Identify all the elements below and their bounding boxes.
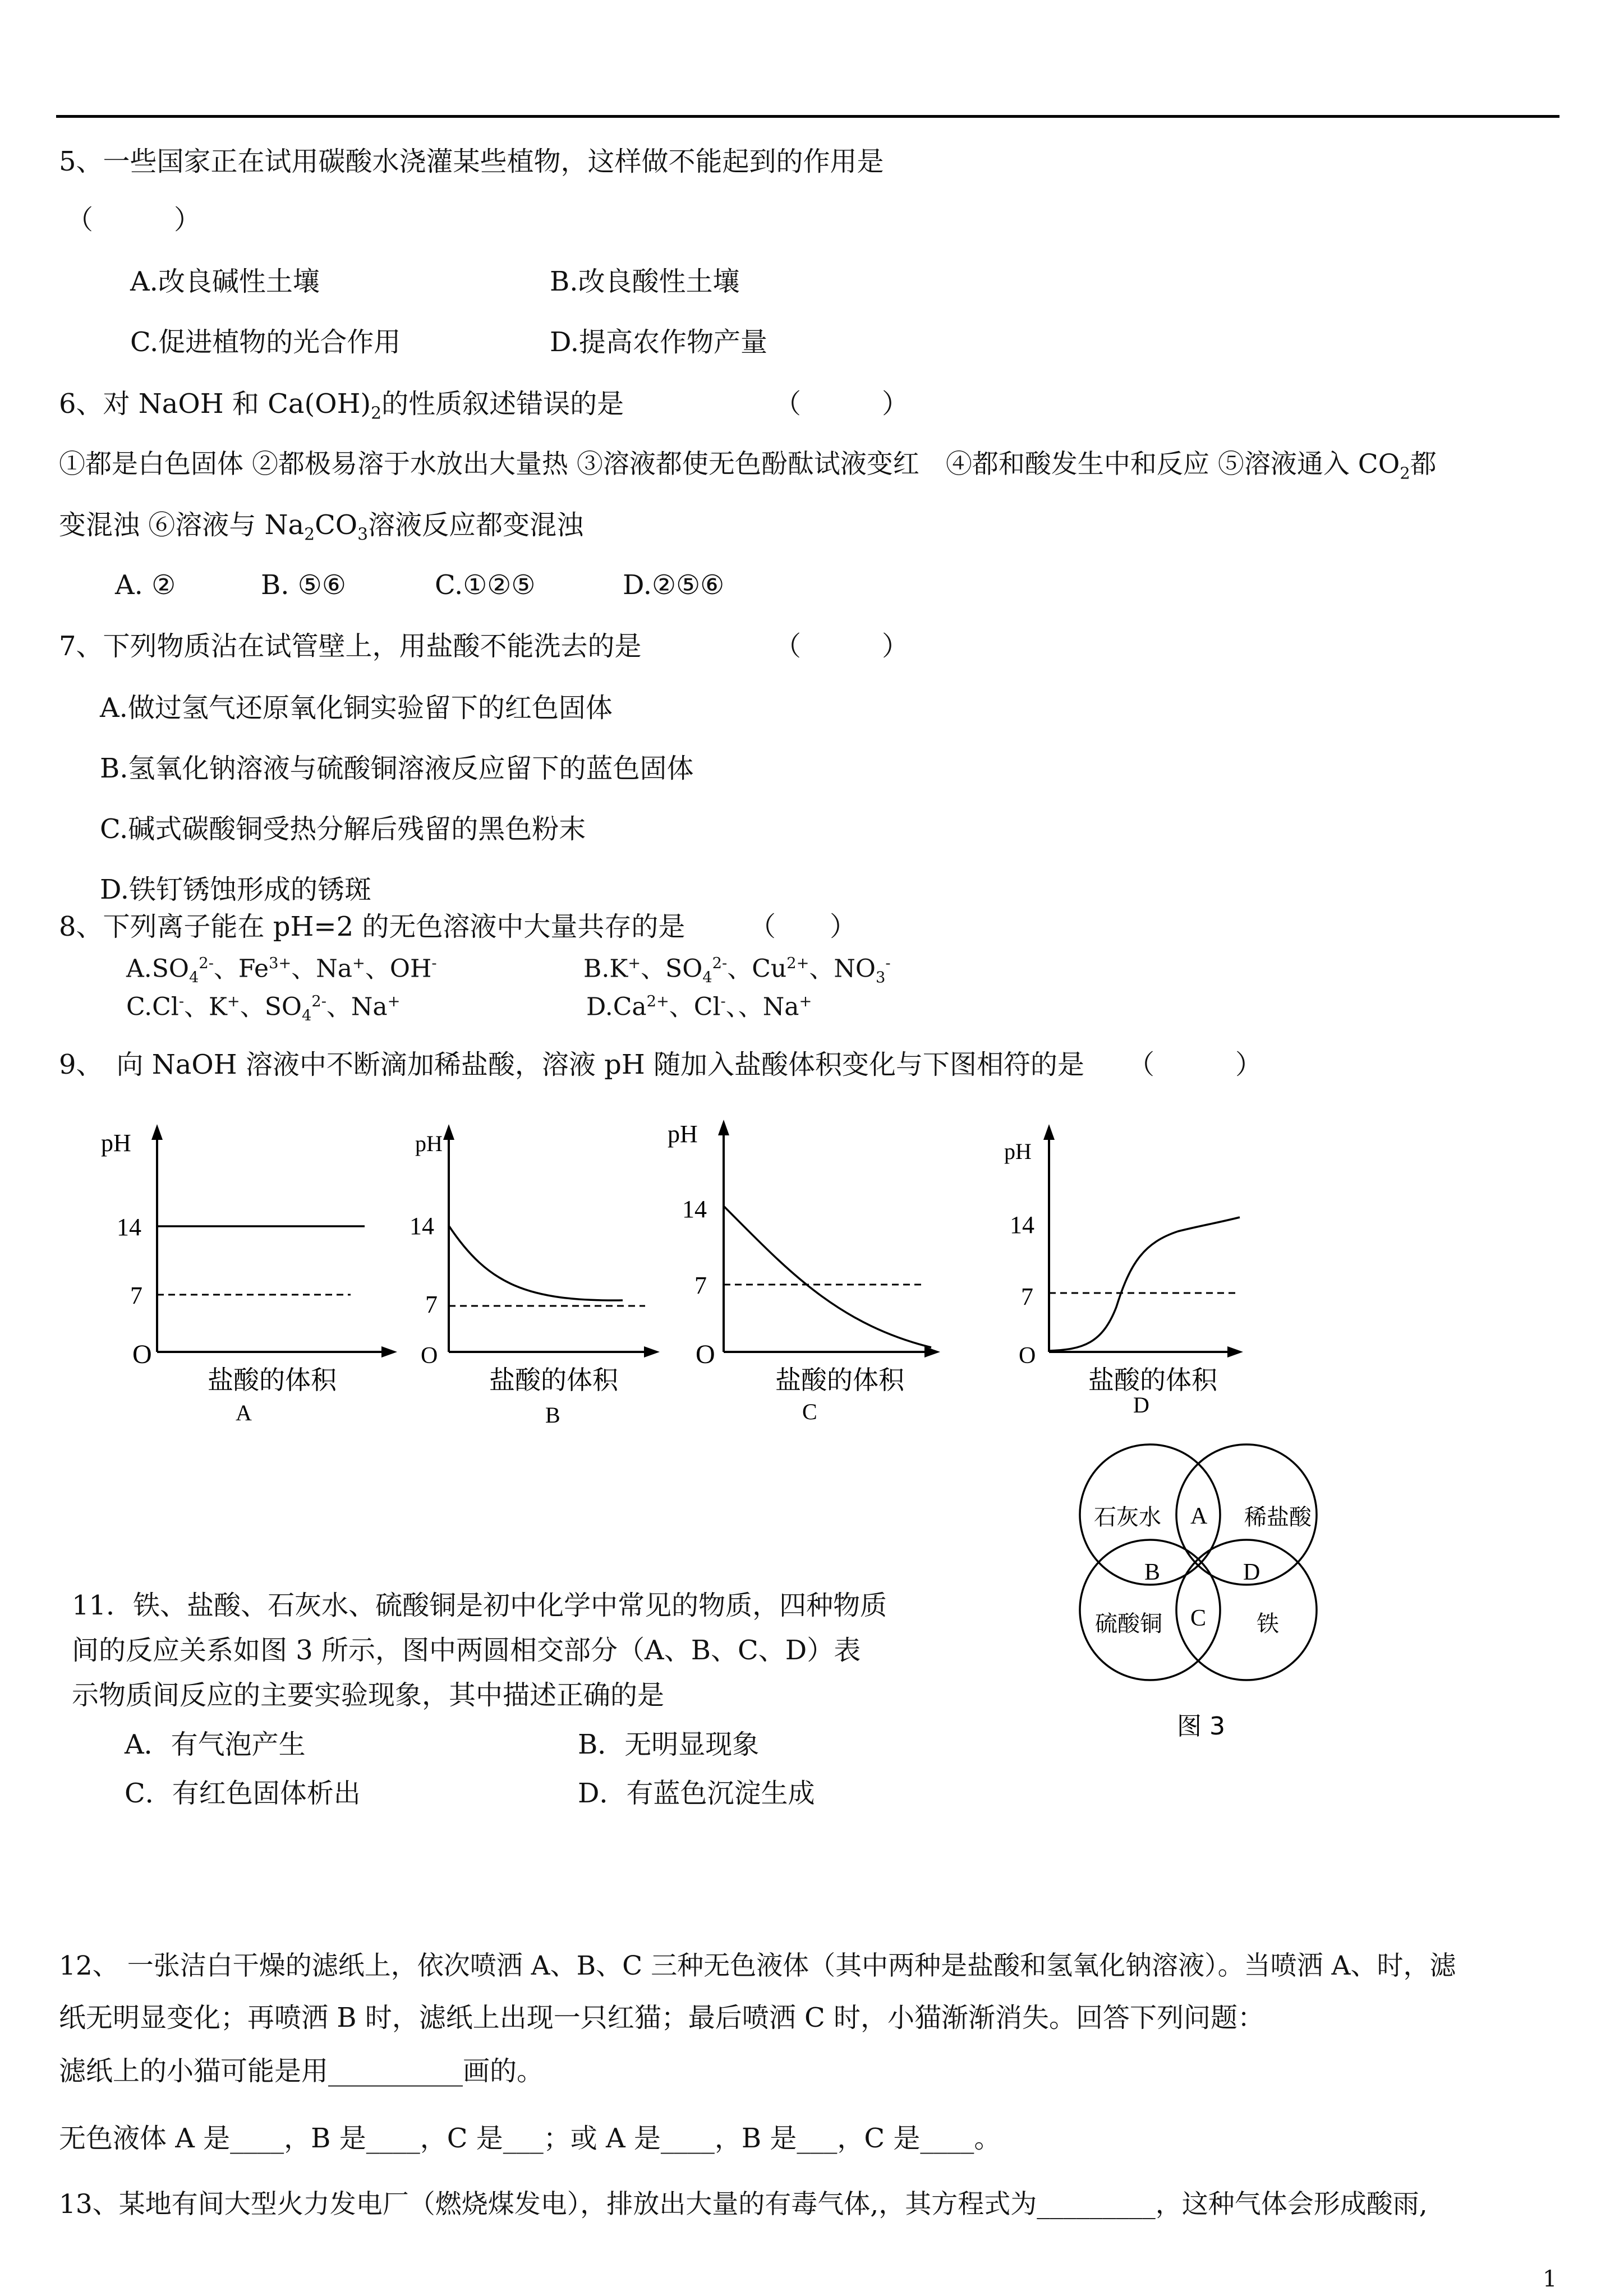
q12-line4: 无色液体 A 是____，B 是____，C 是___；或 A 是____，B 是___，C 是____。 (59, 2123, 1001, 2154)
y-axis-arrow (718, 1120, 729, 1135)
q9-answer-paren: （ ） (1128, 1049, 1263, 1080)
graph-label: C (802, 1399, 817, 1424)
origin-label: O (132, 1340, 152, 1369)
region-a: A (1190, 1503, 1208, 1529)
q11-option-a: A．有气泡产生 (125, 1729, 306, 1760)
q8-stem: 8、下列离子能在 pH=2 的无色溶液中大量共存的是 (59, 911, 686, 942)
q6-option-a: A. ② (115, 569, 176, 601)
q5-option-b: B.改良酸性土壤 (550, 266, 740, 297)
q7-option-d: D.铁钉锈蚀形成的锈斑 (100, 874, 372, 905)
graph-label: A (236, 1400, 252, 1425)
tick-7: 7 (130, 1282, 142, 1309)
label-copper-sulfate: 硫酸铜 (1095, 1611, 1162, 1637)
q8-option-a: $A.SO_4^{2-}$、$Fe^{3+}$、Na+、OH- (126, 954, 437, 987)
x-axis-label: 盐酸的体积 (208, 1365, 337, 1395)
q6-option-c: C.①②⑤ (435, 569, 536, 601)
label-limewater: 石灰水 (1094, 1504, 1161, 1530)
origin-label: O (421, 1343, 438, 1369)
y-axis-label: pH (1004, 1139, 1032, 1164)
curve-c (724, 1206, 931, 1347)
tick-14: 14 (682, 1195, 707, 1223)
q7-option-b: B.氢氧化钠溶液与硫酸铜溶液反应留下的蓝色固体 (100, 753, 694, 784)
q9-graph-b (404, 1116, 662, 1436)
x-axis-arrow (1227, 1346, 1243, 1358)
q5-option-c: C.促进植物的光合作用 (130, 326, 401, 358)
q8-option-c: C.Cl-、K+、$SO_4^{2-}$、Na+ (126, 992, 401, 1025)
q7-stem: 7、下列物质沾在试管壁上，用盐酸不能洗去的是 (59, 631, 642, 662)
q12-line3: 滤纸上的小猫可能是用__________画的。 (59, 2055, 544, 2087)
tick-14: 14 (410, 1212, 434, 1240)
q5-option-d: D.提高农作物产量 (550, 326, 768, 358)
y-axis-label: pH (668, 1120, 698, 1148)
tick-7: 7 (1021, 1283, 1033, 1310)
label-iron: 铁 (1257, 1611, 1279, 1637)
q8-option-d: $D.Ca^{2+}$、Cl-、、Na+ (586, 992, 812, 1022)
q9-graph-c (656, 1116, 948, 1436)
q12-line1: 12、 一张洁白干燥的滤纸上，依次喷洒 A、B、C 三种无色液体（其中两种是盐酸和氢氧化钠溶液）。当喷洒 A、时，滤 (59, 1950, 1456, 1981)
q5-stem: 5、一些国家正在试用碳酸水浇灌某些植物，这样做不能起到的作用是 (59, 146, 884, 177)
q11-option-d: D．有蓝色沉淀生成 (578, 1778, 815, 1809)
region-b: B (1144, 1559, 1161, 1585)
y-axis-label: pH (415, 1131, 443, 1156)
q11-option-b: B．无明显现象 (578, 1729, 760, 1760)
tick-14: 14 (1010, 1211, 1034, 1239)
y-axis-arrow (1043, 1124, 1055, 1140)
q5-option-a: A.改良碱性土壤 (130, 266, 320, 297)
tick-14: 14 (117, 1213, 141, 1241)
tick-7: 7 (425, 1291, 438, 1318)
q11-option-c: C．有红色固体析出 (125, 1778, 361, 1809)
q6-statements-line2: 变混浊 ⑥溶液与 $Na_2CO_3$溶液反应都变混浊 (59, 509, 584, 545)
origin-label: O (696, 1340, 715, 1369)
q9-stem: 9、 向 NaOH 溶液中不断滴加稀盐酸，溶液 pH 随加入盐酸体积变化与下图相符的是 (59, 1049, 1084, 1080)
x-axis-label: 盐酸的体积 (1088, 1365, 1217, 1395)
x-axis-label: 盐酸的体积 (489, 1365, 618, 1395)
q8-option-b: B.K+、$SO_4^{2-}$、$Cu^{2+}$、$NO_3^-$ (583, 954, 891, 987)
q11-stem-line1: 11．铁、盐酸、石灰水、硫酸铜是初中化学中常见的物质，四种物质 (72, 1590, 887, 1621)
page-number: 1 (1543, 2266, 1557, 2292)
q9-graph-a (95, 1116, 421, 1436)
q6-option-b: B. ⑤⑥ (261, 569, 346, 601)
graph-label: B (545, 1402, 560, 1428)
region-c: C (1190, 1605, 1207, 1631)
q6-answer-paren: （ ） (774, 388, 909, 420)
q13-line1: 13、某地有间大型火力发电厂（燃烧煤发电），排放出大量的有毒气体,，其方程式为_________，这种气体会形成酸雨, (59, 2189, 1428, 2220)
y-axis-arrow (443, 1124, 454, 1140)
origin-label: O (1019, 1343, 1036, 1369)
label-dilute-hcl: 稀盐酸 (1244, 1504, 1312, 1530)
q7-answer-paren: （ ） (774, 631, 909, 662)
q11-stem-line2: 间的反应关系如图 3 所示，图中两圆相交部分（A、B、C、D）表 (72, 1635, 861, 1666)
q7-option-c: C.碱式碳酸铜受热分解后残留的黑色粉末 (100, 813, 586, 845)
curve-b (449, 1226, 623, 1300)
y-axis-label: pH (101, 1129, 131, 1157)
q6-statements-line1: ①都是白色固体 ②都极易溶于水放出大量热 ③溶液都使无色酚酞试液变红 ④都和酸发生中和反应 ⑤溶液通入 $CO_2$都 (59, 449, 1437, 483)
region-d: D (1243, 1559, 1260, 1585)
q7-option-a: A.做过氢气还原氧化铜实验留下的红色固体 (100, 692, 613, 724)
x-axis-arrow (924, 1346, 940, 1358)
y-axis-arrow (151, 1124, 163, 1140)
figure-3-venn (1066, 1442, 1346, 1756)
x-axis-label: 盐酸的体积 (775, 1365, 904, 1395)
figure-caption: 图 3 (1177, 1712, 1225, 1741)
q6-option-d: D.②⑤⑥ (623, 569, 725, 601)
q8-answer-paren: （ ） (749, 911, 857, 942)
q12-line2: 纸无明显变化；再喷洒 B 时，滤纸上出现一只红猫；最后喷洒 C 时，小猫渐渐消失。回答下列问题： (59, 2002, 1265, 2033)
q11-stem-line3: 示物质间反应的主要实验现象，其中描述正确的是 (72, 1680, 665, 1711)
curve-d (1049, 1217, 1240, 1351)
tick-7: 7 (694, 1272, 707, 1299)
q6-stem: 6、对 NaOH 和 $Ca(OH)_2$的性质叙述错误的是 (59, 388, 624, 424)
x-axis-arrow (381, 1346, 397, 1358)
q9-graph-d (993, 1116, 1251, 1436)
q5-answer-paren: （ ） (66, 204, 201, 236)
header-rule (56, 115, 1559, 118)
graph-label: D (1133, 1392, 1149, 1418)
